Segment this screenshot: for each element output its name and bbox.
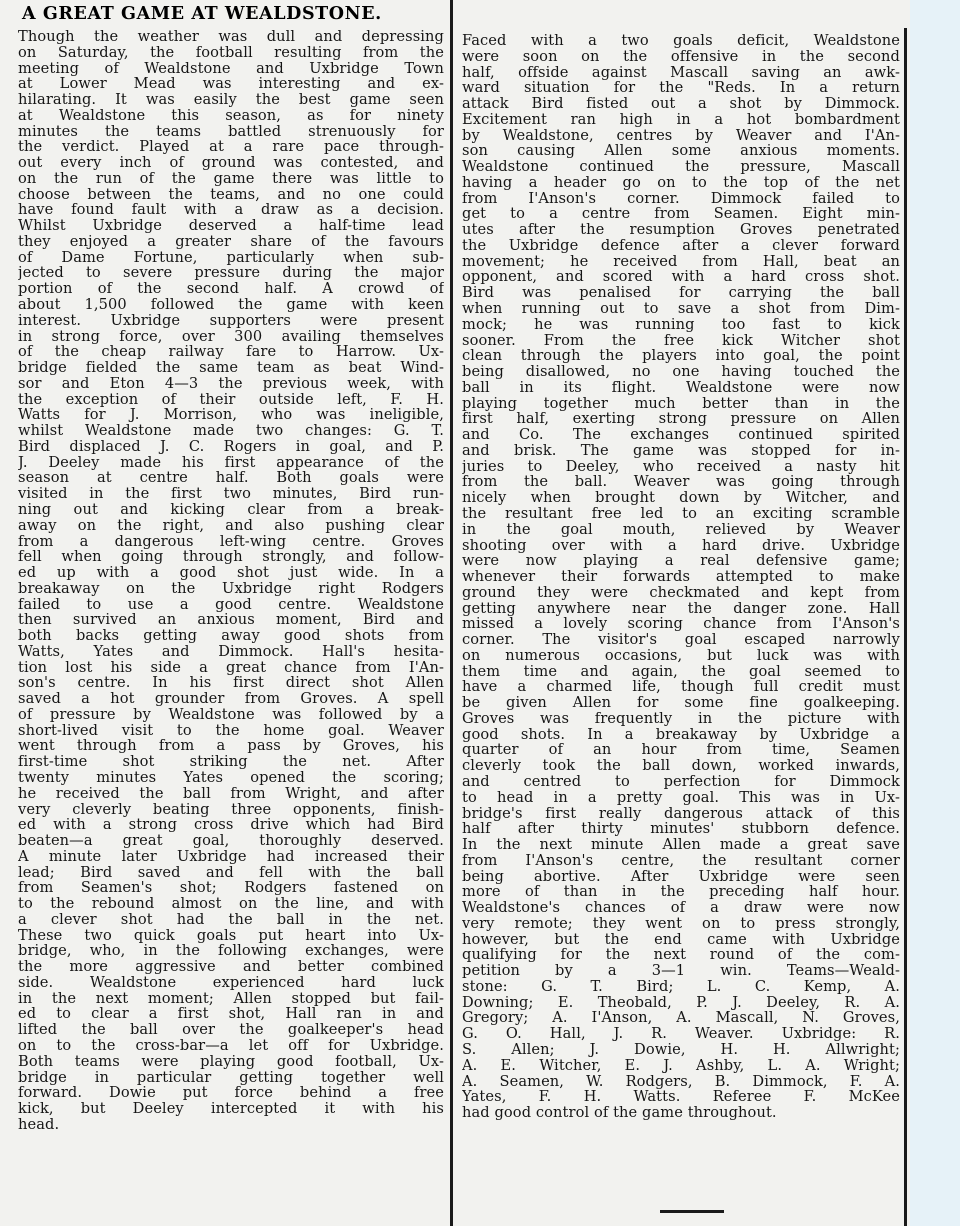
text-line: in the next moment; Allen stopped but fail- bbox=[18, 990, 444, 1007]
text-line: however, but the end came with Uxbridge bbox=[462, 931, 900, 948]
text-line: from a dangerous left-wing centre. Groves bbox=[18, 533, 444, 550]
right-column bbox=[462, 0, 900, 1226]
text-line: cleverly took the ball down, worked inwards, bbox=[462, 758, 900, 774]
text-line: Excitement ran high in a hot bombardment bbox=[462, 111, 900, 128]
text-line: Though the weather was dull and depressing bbox=[18, 29, 444, 45]
text-line: season at centre half. Both goals were bbox=[18, 470, 444, 487]
text-line: attack Bird fisted out a shot by Dimmock. bbox=[462, 96, 900, 112]
text-line: on to the cross-bar—a let off for Uxbridge. bbox=[18, 1038, 444, 1054]
text-line: hilarating. It was easily the best game seen bbox=[18, 92, 444, 108]
text-line: having a header go on to the top of the net bbox=[462, 174, 900, 191]
text-line: Whilst Uxbridge deserved a half-time lead bbox=[18, 218, 444, 234]
text-line: of the cheap railway fare to Harrow. Ux- bbox=[18, 344, 444, 361]
text-line: A. E. Witcher, E. J. Ashby, L. A. Wright; bbox=[462, 1057, 900, 1074]
text-line: went through from a pass by Groves, his bbox=[18, 738, 444, 755]
text-line: more of than in the preceding half hour. bbox=[462, 884, 900, 901]
left-column bbox=[18, 0, 444, 1226]
text-line: be given Allen for some fine goalkeeping. bbox=[462, 695, 900, 711]
text-line: shooting over with a hard drive. Uxbridge bbox=[462, 537, 900, 554]
text-line: kick, but Deeley intercepted it with his bbox=[18, 1101, 444, 1117]
text-line: from the ball. Weaver was going through bbox=[462, 474, 900, 491]
text-line: were soon on the offensive in the second bbox=[462, 48, 900, 65]
text-line: half, offside against Mascall saving an awk- bbox=[462, 64, 900, 81]
text-line: on numerous occasions, but luck was with bbox=[462, 647, 900, 664]
text-line: in strong force, over 300 availing themselves bbox=[18, 328, 444, 345]
text-line: failed to use a good centre. Wealdstone bbox=[18, 596, 444, 613]
text-line: from I'Anson's corner. Dimmock failed to bbox=[462, 190, 900, 207]
text-line: them time and again, the goal seemed to bbox=[462, 663, 900, 680]
text-line: bridge fielded the same team as beat Wind- bbox=[18, 360, 444, 376]
text-line: qualifying for the next round of the com- bbox=[462, 947, 900, 964]
text-line: when running out to save a shot from Dim- bbox=[462, 301, 900, 317]
text-line: quarter of an hour from time, Seamen bbox=[462, 742, 900, 759]
text-line: saved a hot grounder from Groves. A spell bbox=[18, 691, 444, 707]
text-line: bridge, who, in the following exchanges, were bbox=[18, 943, 444, 960]
column-divider bbox=[450, 0, 453, 1226]
text-line: first-time shot striking the net. After bbox=[18, 754, 444, 770]
text-line: corner. The visitor's goal escaped narrowly bbox=[462, 632, 900, 648]
text-line: Yates, F. H. Watts. Referee F. McKee bbox=[462, 1089, 900, 1106]
text-line: of Dame Fortune, particularly when sub- bbox=[18, 249, 444, 266]
text-line: then survived an anxious moment, Bird and bbox=[18, 612, 444, 629]
text-line: ball in its flight. Wealdstone were now bbox=[462, 379, 900, 396]
text-line: ed up with a good shot just wide. In a bbox=[18, 565, 444, 581]
text-line: ward situation for the "Reds. In a return bbox=[462, 80, 900, 97]
text-line: fell when going through strongly, and follow- bbox=[18, 549, 444, 566]
right-border-rule bbox=[904, 28, 907, 1226]
text-line: visited in the first two minutes, Bird run- bbox=[18, 486, 444, 502]
text-line: whenever their forwards attempted to make bbox=[462, 569, 900, 585]
text-line: very cleverly beating three opponents, finish- bbox=[18, 801, 444, 818]
text-line: the verdict. Played at a rare pace through- bbox=[18, 139, 444, 156]
text-line: breakaway on the Uxbridge right Rodgers bbox=[18, 580, 444, 597]
text-line: at Lower Mead was interesting and ex- bbox=[18, 76, 444, 93]
text-line: by Wealdstone, centres by Weaver and I'An- bbox=[462, 127, 900, 144]
text-line: twenty minutes Yates opened the scoring; bbox=[18, 769, 444, 786]
text-line: minutes the teams battled strenuously for bbox=[18, 123, 444, 140]
text-line: away on the right, and also pushing clear bbox=[18, 517, 444, 534]
text-line: Downing; E. Theobald, P. J. Deeley, R. A. bbox=[462, 994, 900, 1011]
text-line: getting anywhere near the danger zone. Hall bbox=[462, 600, 900, 617]
text-line: and centred to perfection for Dimmock bbox=[462, 773, 900, 790]
text-line: on Saturday, the football resulting from the bbox=[18, 44, 444, 61]
text-line: ed with a strong cross drive which had Bird bbox=[18, 817, 444, 834]
text-line: the exception of their outside left, F. H. bbox=[18, 391, 444, 408]
text-line: Wealdstone continued the pressure, Mascall bbox=[462, 159, 900, 175]
text-line: beaten—a great goal, thoroughly deserved. bbox=[18, 833, 444, 849]
text-line: nicely when brought down by Witcher, and bbox=[462, 490, 900, 506]
text-line: movement; he received from Hall, beat an bbox=[462, 253, 900, 270]
text-line: S. Allen; J. Dowie, H. H. Allwright; bbox=[462, 1042, 900, 1058]
text-line: to head in a pretty goal. This was in Ux- bbox=[462, 789, 900, 806]
text-line: mock; he was running too fast to kick bbox=[462, 316, 900, 333]
text-line: opponent, and scored with a hard cross shot. bbox=[462, 269, 900, 286]
text-line: the more aggressive and better combined bbox=[18, 959, 444, 975]
text-line: had good control of the game throughout. bbox=[462, 1105, 777, 1121]
text-line: These two quick goals put heart into Ux- bbox=[18, 927, 444, 944]
text-line: they enjoyed a greater share of the favours bbox=[18, 233, 444, 250]
text-line: A. Seamen, W. Rodgers, B. Dimmock, F. A. bbox=[462, 1073, 900, 1090]
text-line: jected to severe pressure during the major bbox=[18, 265, 444, 282]
text-line: have found fault with a draw as a decision. bbox=[18, 202, 444, 219]
text-line: good shots. In a breakaway by Uxbridge a bbox=[462, 726, 900, 743]
text-line: stone: G. T. Bird; L. C. Kemp, A. bbox=[462, 978, 900, 995]
text-line: on the run of the game there was little to bbox=[18, 170, 444, 187]
text-line: utes after the resumption Groves penetrated bbox=[462, 222, 900, 238]
text-line: missed a lovely scoring chance from I'Anson's bbox=[462, 616, 900, 633]
text-line: forward. Dowie put force behind a free bbox=[18, 1085, 444, 1102]
article-headline: A GREAT GAME AT WEALDSTONE. bbox=[22, 4, 382, 24]
right-column-text bbox=[462, 33, 900, 1121]
text-line: very remote; they went on to press strongly, bbox=[462, 915, 900, 932]
text-line: Both teams were playing good football, Ux- bbox=[18, 1053, 444, 1070]
text-line: from I'Anson's centre, the resultant corner bbox=[462, 852, 900, 869]
text-line: Bird was penalised for carrying the ball bbox=[462, 285, 900, 302]
text-line: side. Wealdstone experienced hard luck bbox=[18, 974, 444, 991]
text-line: choose between the teams, and no one could bbox=[18, 186, 444, 203]
text-line: son's centre. In his first direct shot Allen bbox=[18, 675, 444, 692]
text-line: Watts for J. Morrison, who was ineligible, bbox=[18, 407, 444, 424]
text-line: first half, exerting strong pressure on Allen bbox=[462, 411, 900, 428]
text-line: sooner. From the free kick Witcher shot bbox=[462, 332, 900, 349]
text-line: of pressure by Wealdstone was followed by a bbox=[18, 706, 444, 723]
text-line: bridge in particular getting together well bbox=[18, 1069, 444, 1086]
text-line: Watts, Yates and Dimmock. Hall's hesita- bbox=[18, 643, 444, 660]
text-line: get to a centre from Seamen. Eight min- bbox=[462, 206, 900, 223]
text-line: ed to clear a first shot, Hall ran in and bbox=[18, 1006, 444, 1023]
text-line: meeting of Wealdstone and Uxbridge Town bbox=[18, 60, 444, 77]
text-line: he received the ball from Wright, and after bbox=[18, 785, 444, 802]
text-line: juries to Deeley, who received a nasty hit bbox=[462, 458, 900, 475]
text-line: a clever shot had the ball in the net. bbox=[18, 911, 444, 928]
text-line: portion of the second half. A crowd of bbox=[18, 281, 444, 298]
text-line: about 1,500 followed the game with keen bbox=[18, 297, 444, 313]
text-line: Groves was frequently in the picture with bbox=[462, 710, 900, 727]
text-line: the resultant free led to an exciting scramble bbox=[462, 505, 900, 522]
text-line: J. Deeley made his first appearance of the bbox=[18, 454, 444, 471]
text-line: Bird displaced J. C. Rogers in goal, and P. bbox=[18, 438, 444, 455]
text-line: in the goal mouth, relieved by Weaver bbox=[462, 521, 900, 538]
text-line: G. O. Hall, J. R. Weaver. Uxbridge: R. bbox=[462, 1026, 900, 1042]
text-line: lead; Bird saved and fell with the ball bbox=[18, 864, 444, 881]
text-line: sor and Eton 4—3 the previous week, with bbox=[18, 375, 444, 392]
text-line: have a charmed life, though full credit must bbox=[462, 679, 900, 696]
text-line: out every inch of ground was contested, and bbox=[18, 155, 444, 171]
text-line: both backs getting away good shots from bbox=[18, 628, 444, 644]
text-line: half after thirty minutes' stubborn defence. bbox=[462, 821, 900, 838]
text-line: and Co. The exchanges continued spirited bbox=[462, 427, 900, 443]
text-line: playing together much better than in the bbox=[462, 395, 900, 412]
text-line: to the rebound almost on the line, and with bbox=[18, 896, 444, 912]
text-line: being abortive. After Uxbridge were seen bbox=[462, 868, 900, 885]
text-line: A minute later Uxbridge had increased their bbox=[18, 848, 444, 865]
left-column-text bbox=[18, 29, 444, 1133]
text-line: from Seamen's shot; Rodgers fastened on bbox=[18, 880, 444, 897]
text-line: being disallowed, no one having touched the bbox=[462, 364, 900, 380]
text-line: bridge's first really dangerous attack of this bbox=[462, 805, 900, 822]
page-margin bbox=[910, 0, 960, 1226]
text-line: Wealdstone's chances of a draw were now bbox=[462, 900, 900, 916]
text-line: Faced with a two goals deficit, Wealdstone bbox=[462, 33, 900, 49]
text-line: interest. Uxbridge supporters were present bbox=[18, 312, 444, 329]
text-line: ning out and kicking clear from a break- bbox=[18, 501, 444, 518]
text-line: petition by a 3—1 win. Teams—Weald- bbox=[462, 963, 900, 979]
text-line: ground they were checkmated and kept from bbox=[462, 584, 900, 601]
text-line: the Uxbridge defence after a clever forward bbox=[462, 237, 900, 254]
text-line: In the next minute Allen made a great save bbox=[462, 837, 900, 853]
text-line: Gregory; A. I'Anson, A. Mascall, N. Groves, bbox=[462, 1010, 900, 1027]
text-line: son causing Allen some anxious moments. bbox=[462, 143, 900, 160]
text-line: and brisk. The game was stopped for in- bbox=[462, 442, 900, 459]
end-of-article-rule bbox=[660, 1210, 724, 1213]
text-line: short-lived visit to the home goal. Weaver bbox=[18, 722, 444, 739]
text-line: lifted the ball over the goalkeeper's head bbox=[18, 1022, 444, 1038]
text-line: clean through the players into goal, the point bbox=[462, 348, 900, 365]
text-line: tion lost his side a great chance from I'An- bbox=[18, 659, 444, 676]
text-line: whilst Wealdstone made two changes: G. T. bbox=[18, 423, 444, 439]
text-line: head. bbox=[18, 1116, 60, 1133]
text-line: at Wealdstone this season, as for ninety bbox=[18, 107, 444, 124]
text-line: were now playing a real defensive game; bbox=[462, 553, 900, 570]
